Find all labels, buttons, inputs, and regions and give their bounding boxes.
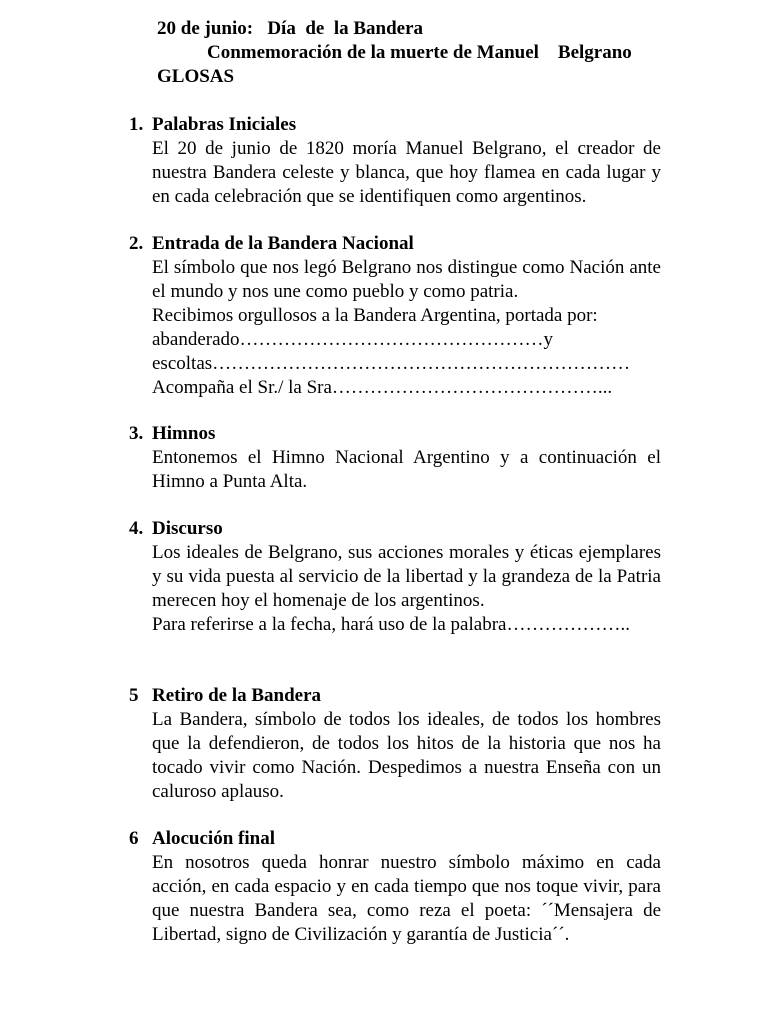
acompana-line: Acompaña el Sr./ la Sra……………………………………...: [152, 377, 613, 398]
section-body: [152, 137, 661, 209]
section-body: [152, 708, 661, 804]
section-number: 2.: [129, 233, 144, 254]
section-title: Alocución final: [152, 828, 275, 849]
section-number: 1.: [129, 114, 144, 135]
header-glosas: GLOSAS: [157, 66, 235, 87]
section-title: Discurso: [152, 518, 223, 539]
section-number: 6: [129, 828, 139, 849]
section-title: Retiro de la Bandera: [152, 685, 322, 706]
section-title: Palabras Iniciales: [152, 114, 297, 135]
section-body: [152, 446, 661, 494]
escoltas-line: escoltas…………………………………………………………: [152, 353, 631, 374]
header-subtitle: Conmemoración de la muerte de Manuel Belgrano: [207, 42, 632, 63]
section-paragraph: Los ideales de Belgrano, sus acciones morales y éticas ejemplares y su vida puesta al servicio de la libertad y la grandeza de la Patria merecen hoy el homenaje de los argentinos.: [152, 542, 661, 611]
section-paragraph: Recibimos orgullosos a la Bandera Argentina, portada por:: [152, 305, 598, 326]
section-title: Entrada de la Bandera Nacional: [152, 233, 414, 254]
orador-line: Para referirse a la fecha, hará uso de la palabra………………..: [152, 614, 630, 635]
section-number: 5: [129, 685, 139, 706]
section-paragraph: En nosotros queda honrar nuestro símbolo máximo en cada acción, en cada espacio y en cada tiempo que nos toque vivir, para que nuestra Bandera sea, como reza el poeta: ´´Mensajera de Libertad, signo de Civilización y garantía de Justicia´´.: [152, 852, 661, 945]
section-body: [152, 256, 661, 400]
section-title: Himnos: [152, 423, 216, 444]
section-number: 3.: [129, 423, 144, 444]
section-paragraph: El símbolo que nos legó Belgrano nos distingue como Nación ante el mundo y nos une como pueblo y como patria.: [152, 257, 661, 302]
section-paragraph: El 20 de junio de 1820 moría Manuel Belgrano, el creador de nuestra Bandera celeste y blanca, que hoy flamea en cada lugar y en cada celebración que se identifiquen como argentinos.: [152, 138, 661, 207]
section-body: [152, 541, 661, 637]
abanderado-line: abanderado…………………………………………y: [152, 329, 554, 350]
header-date-title: 20 de junio: Día de la Bandera: [157, 18, 424, 39]
section-number: 4.: [129, 518, 144, 539]
section-paragraph: La Bandera, símbolo de todos los ideales, de todos los hombres que la defendieron, de todos los hitos de la historia que nos ha tocado vivir como Nación. Despedimos a nuestra Enseña con un caluroso aplauso.: [152, 709, 661, 802]
section-paragraph: Entonemos el Himno Nacional Argentino y a continuación el Himno a Punta Alta.: [152, 447, 661, 492]
section-body: [152, 851, 661, 947]
